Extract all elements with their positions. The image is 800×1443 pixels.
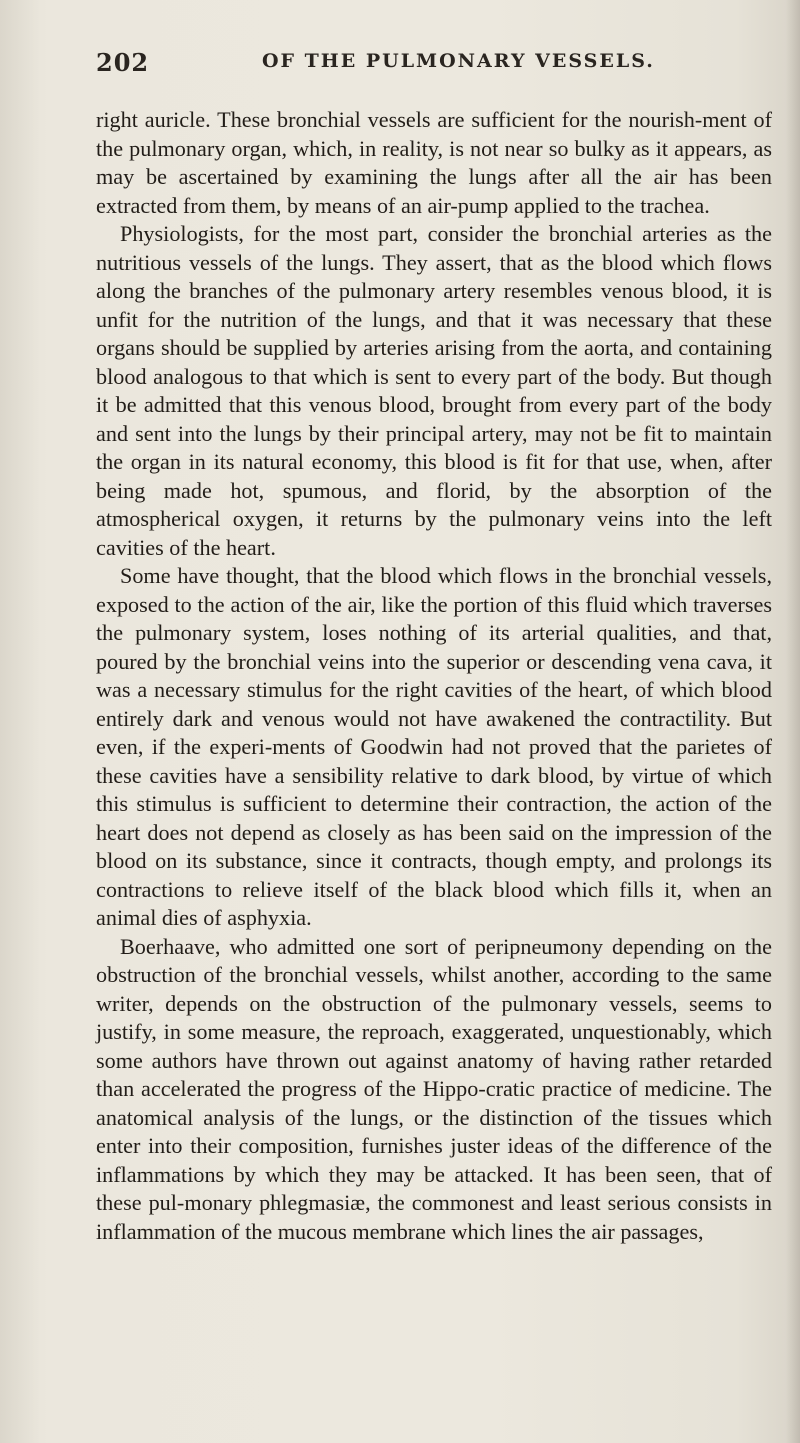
body-text bbox=[96, 106, 772, 1246]
page-gutter-shadow bbox=[0, 0, 40, 1443]
paragraph-4: Boerhaave, who admitted one sort of peripneumony depending on the obstruction of the bronchial vessels, whilst another, according to the same writer, depends on the obstruction of the pulmonary vessels, seems to justify, in some measure, the reproach, exaggerated, unquestionably, which some authors have thrown out against anatomy of having rather retarded than accelerated the progress of the Hippo-cratic practice of medicine. The anatomical analysis of the lungs, or the distinction of the tissues which enter into their composition, furnishes juster ideas of the difference of the inflammations by which they may be attacked. It has been seen, that of these pul-monary phlegmasiæ, the commonest and least serious consists in inflammation of the mucous membrane which lines the air passages, bbox=[96, 933, 772, 1244]
running-head: OF THE PULMONARY VESSELS. bbox=[262, 50, 655, 72]
page-number: 202 bbox=[96, 48, 150, 77]
paragraph-2: Physiologists, for the most part, consider the bronchial arteries as the nutritious vessels of the lungs. They assert, that as the blood which flows along the branches of the pulmonary artery resembles venous blood, it is unfit for the nutrition of the lungs, and that it was necessary that these organs should be supplied by arteries arising from the aorta, and containing blood analogous to that which is sent to every part of the body. But though it be admitted that this venous blood, brought from every part of the body and sent into the lungs by their principal artery, may not be fit to maintain the organ in its natural economy, this blood is fit for that use, when, after being made hot, spumous, and florid, by the absorption of the atmospherical oxygen, it returns by the pulmonary veins into the left cavities of the heart. bbox=[96, 221, 772, 560]
page-edge-shadow bbox=[786, 0, 800, 1443]
paragraph-1: right auricle. These bronchial vessels are sufficient for the nourish-ment of the pulmonary organ, which, in reality, is not near so bulky as it appears, as may be ascertained by examining the lungs after all the air has been extracted from them, by means of an air-pump applied to the trachea. bbox=[96, 107, 772, 218]
paragraph-3: Some have thought, that the blood which flows in the bronchial vessels, exposed to the action of the air, like the portion of this fluid which traverses the pulmonary system, loses nothing of its arterial qualities, and that, poured by the bronchial veins into the superior or descending vena cava, it was a necessary stimulus for the right cavities of the heart, of which blood entirely dark and venous would not have awakened the contractility. But even, if the experi-ments of Goodwin had not proved that the parietes of these cavities have a sensibility relative to dark blood, by virtue of which this stimulus is sufficient to determine their contraction, the action of the heart does not depend as closely as has been said on the impression of the blood on its substance, since it contracts, though empty, and prolongs its contractions to relieve itself of the black blood which fills it, when an animal dies of asphyxia. bbox=[96, 563, 772, 930]
page-header bbox=[0, 48, 800, 88]
